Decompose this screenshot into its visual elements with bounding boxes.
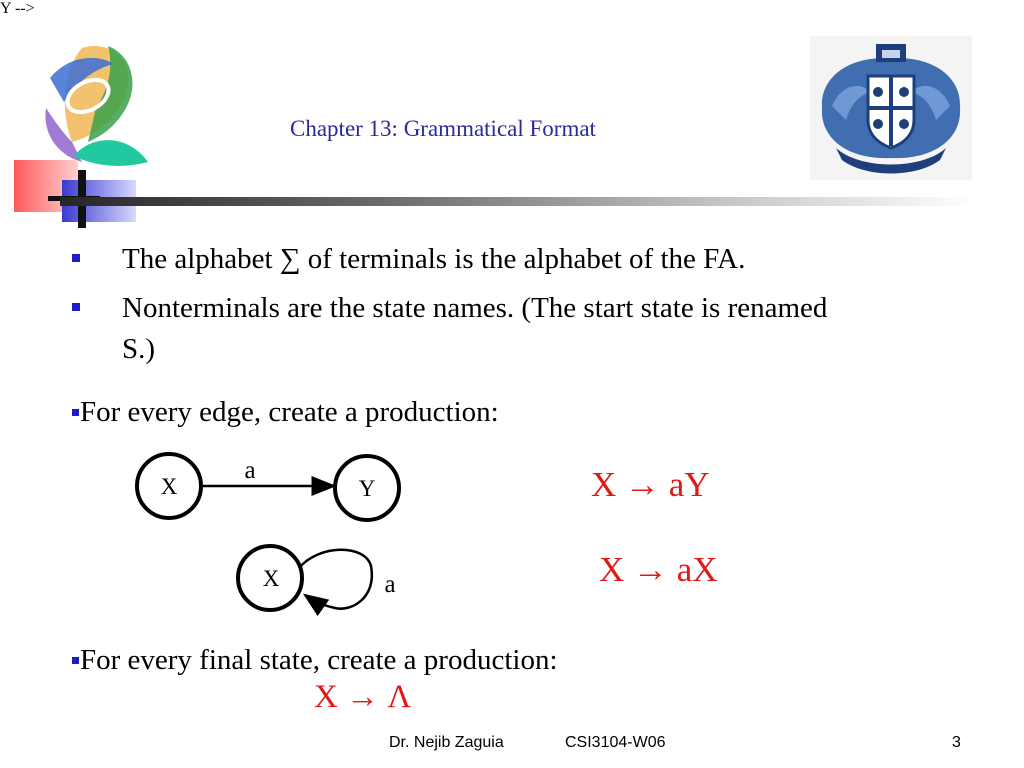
footer-course: CSI3104-W06 bbox=[565, 734, 666, 751]
bullet-marker bbox=[72, 254, 80, 262]
edge-production: X → aY bbox=[591, 465, 710, 504]
state-x-label: X bbox=[160, 474, 178, 499]
bullet-text: The alphabet ∑ of terminals is the alphabet of the FA. bbox=[122, 243, 746, 275]
bullet-text-line2: S.) bbox=[122, 333, 156, 365]
edge-heading-text: For every edge, create a production: bbox=[80, 396, 499, 428]
edge-heading bbox=[72, 396, 499, 429]
bullet-marker bbox=[72, 657, 79, 664]
state-x-label: X bbox=[262, 566, 280, 591]
bullet-marker bbox=[72, 409, 79, 416]
title-divider bbox=[60, 197, 975, 206]
bullet-text-line1: Nonterminals are the state names. (The start state is renamed bbox=[122, 292, 828, 324]
bullet-marker bbox=[72, 303, 80, 311]
self-loop-diagram bbox=[225, 540, 415, 620]
page-number: 3 bbox=[952, 734, 961, 751]
self-loop-label: a bbox=[384, 571, 396, 598]
final-state-heading-text: For every final state, create a production: bbox=[80, 644, 558, 676]
final-production: X → Λ bbox=[314, 679, 412, 715]
final-state-heading bbox=[72, 644, 558, 677]
self-loop-arrow bbox=[299, 550, 372, 609]
slide-title: Chapter 13: Grammatical Format bbox=[290, 116, 596, 141]
university-crest-logo bbox=[810, 36, 972, 180]
state-y-label: Y bbox=[358, 476, 376, 501]
footer-author: Dr. Nejib Zaguia bbox=[389, 734, 504, 751]
transition-label: a bbox=[244, 457, 256, 484]
edge-transition-diagram bbox=[120, 448, 420, 538]
loop-production: X → aX bbox=[599, 550, 718, 589]
